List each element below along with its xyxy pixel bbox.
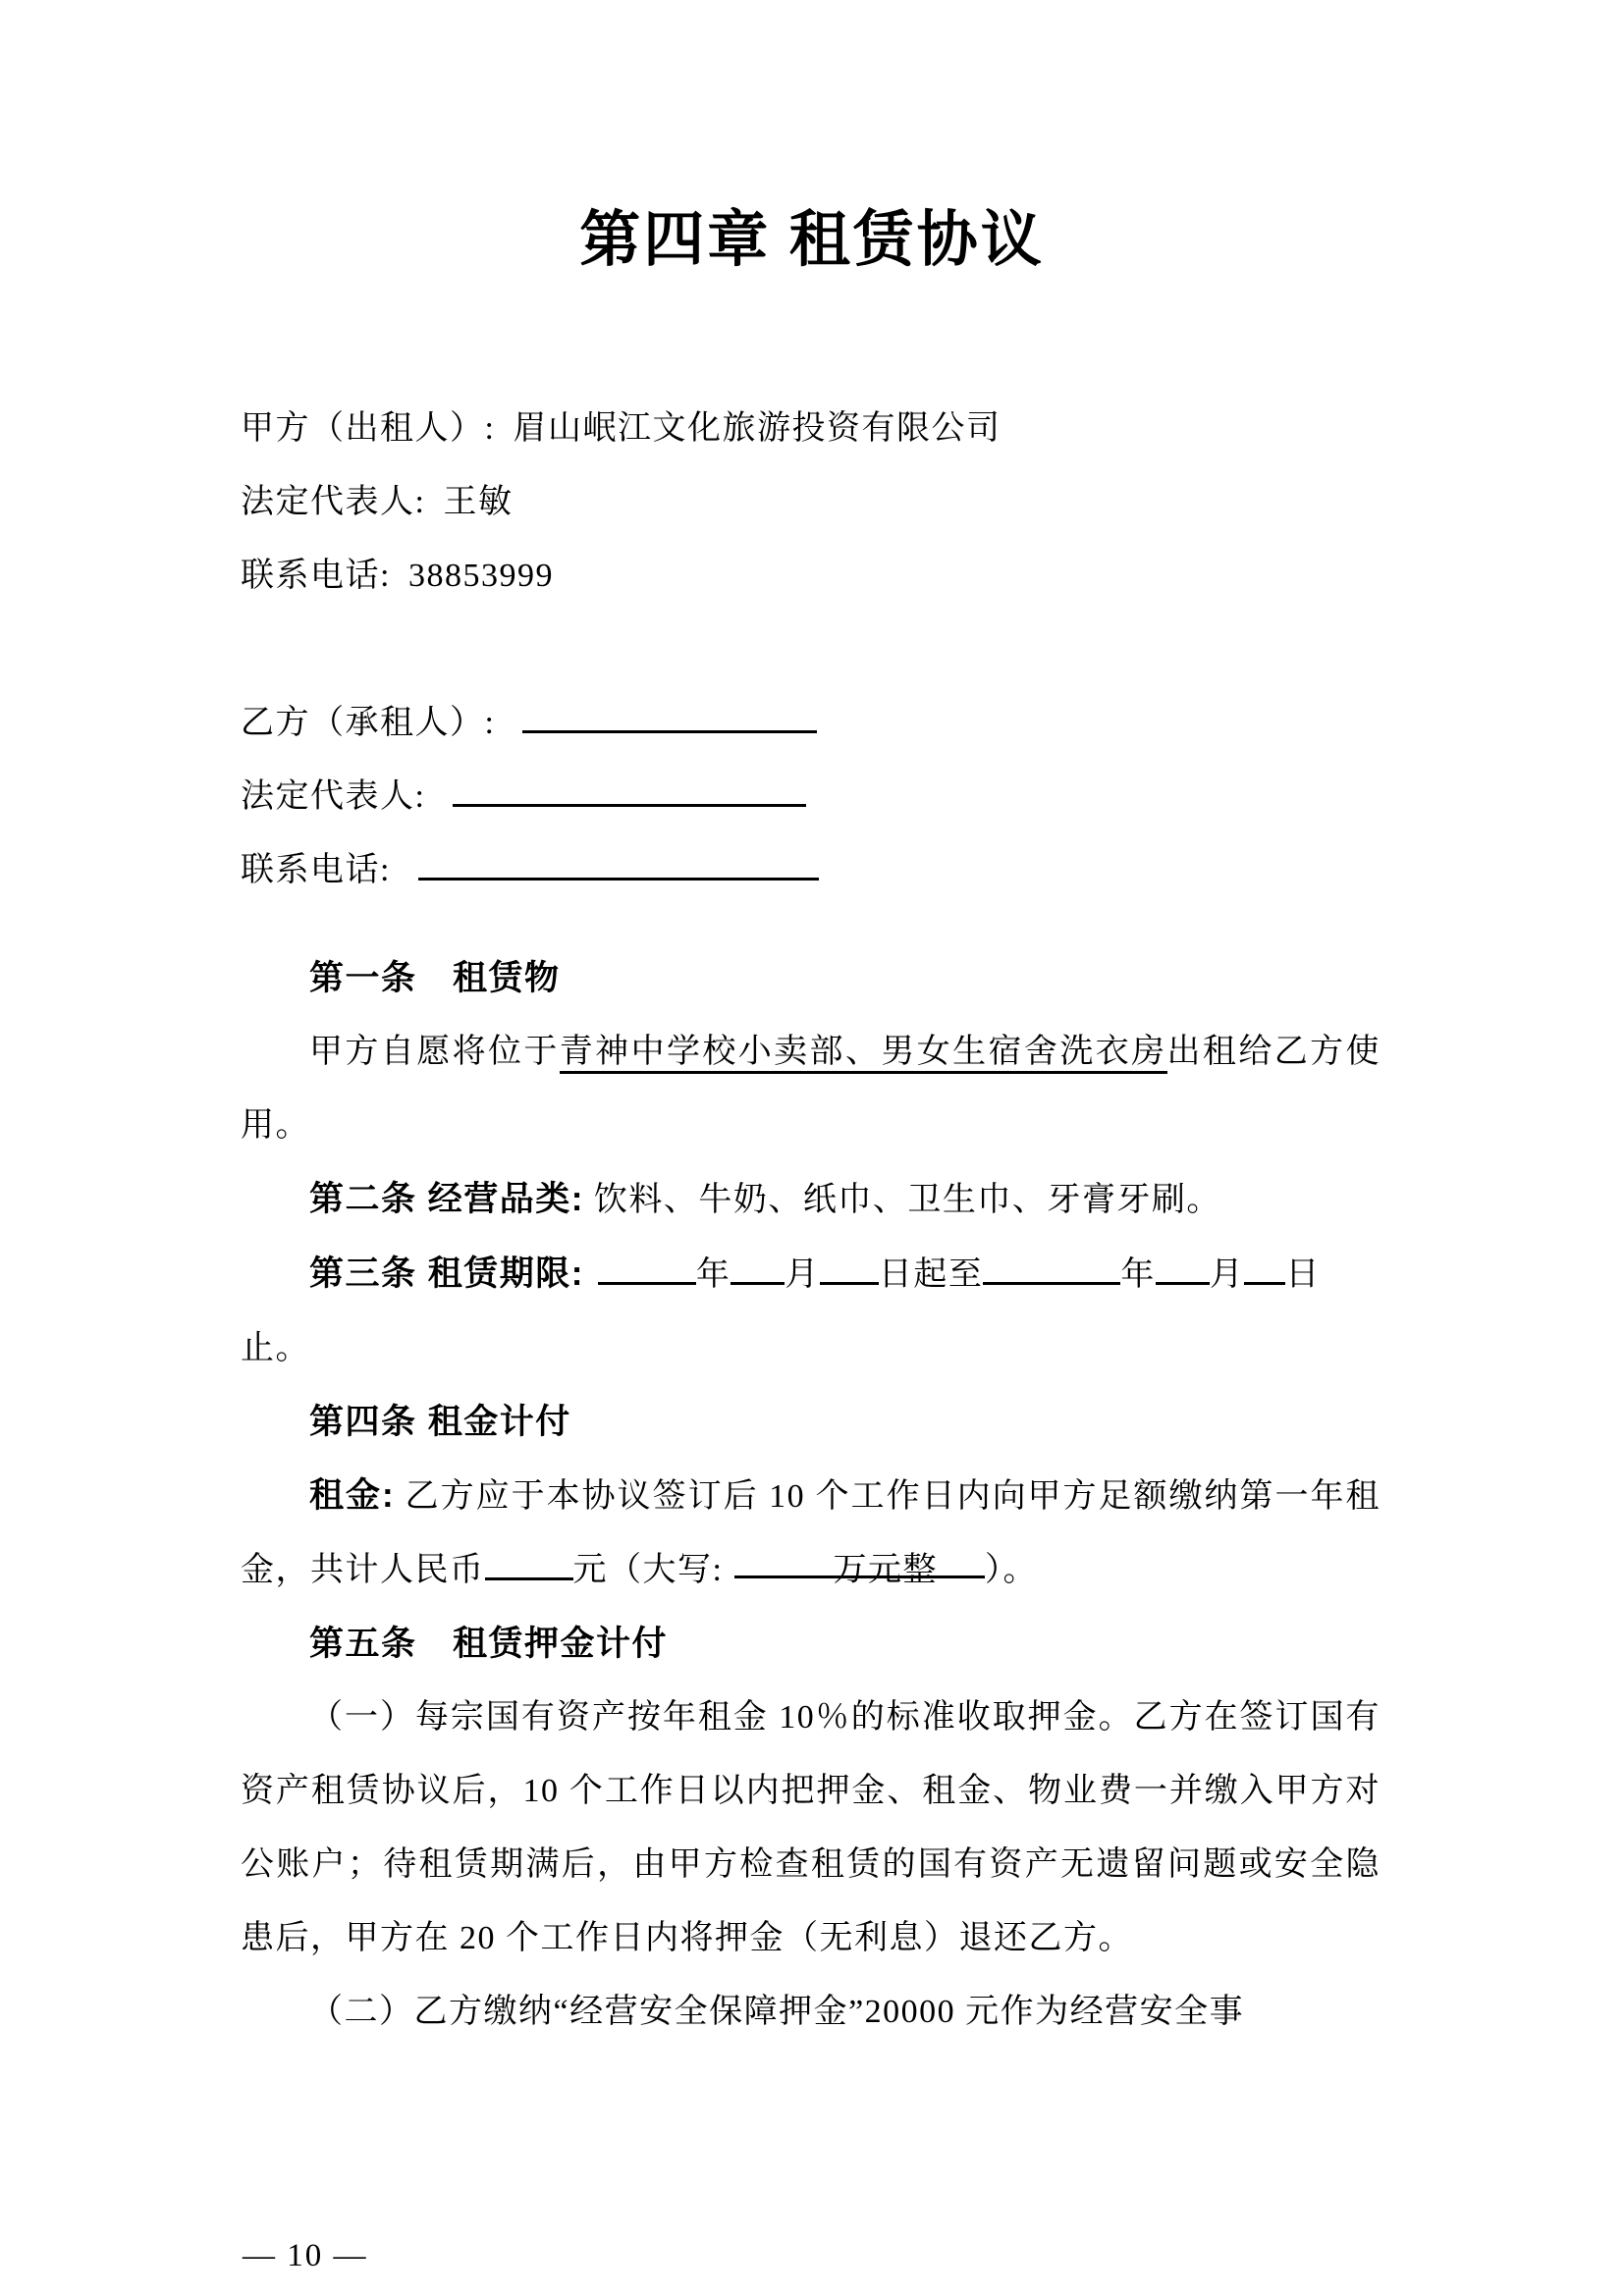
party-a-role-label: 甲方（出租人）:	[241, 410, 496, 447]
article2-text: 饮料、牛奶、纸巾、卫生巾、牙膏牙刷。	[593, 1182, 1221, 1218]
article4-text-2: 元（大写:	[572, 1552, 724, 1588]
party-b-role-label: 乙方（承租人）:	[241, 705, 496, 741]
article3-month1-label: 月	[785, 1256, 820, 1293]
party-a-role-line	[241, 392, 1380, 465]
chapter-title: 第四章 租赁协议	[579, 207, 1045, 274]
article1-leased-property-underlined: 青神中学校小卖部、男女生宿舍洗衣房	[560, 1034, 1167, 1074]
party-a-legal-rep-line	[241, 465, 1380, 539]
page-number: — 10 —	[243, 2238, 368, 2273]
article3-day2-blank	[1244, 1246, 1285, 1285]
article2-heading: 第二条 经营品类:	[309, 1180, 584, 1218]
article4-caps-blank: 万元整	[734, 1533, 985, 1578]
party-a-phone-number: 38853999	[407, 558, 554, 594]
article3-year2-label: 年	[1120, 1256, 1156, 1293]
articles-section	[241, 941, 1380, 2049]
article3-start-end-label: 日起至	[878, 1256, 984, 1293]
party-a-block	[241, 392, 1380, 613]
party-b-name-blank	[522, 694, 817, 733]
party-b-role-line	[241, 686, 1380, 760]
article1-text-before: 甲方自愿将位于	[309, 1034, 560, 1070]
article3-year1-blank	[598, 1246, 696, 1285]
party-b-legal-rep-line	[241, 760, 1380, 833]
article5-heading: 第五条 租赁押金计付	[309, 1625, 669, 1663]
article3-line-end: 止。	[241, 1330, 310, 1366]
party-a-phone-line	[241, 539, 1380, 613]
article3-year2-blank	[983, 1246, 1120, 1285]
article1-text-after: 出租给乙方使用。	[241, 1034, 1381, 1144]
article1-paragraph	[241, 1015, 1380, 1162]
party-b-phone-label: 联系电话:	[241, 852, 391, 888]
article4-heading: 第四条 租金计付	[309, 1403, 571, 1441]
party-a-company: 眉山岷江文化旅游投资有限公司	[513, 410, 1001, 447]
article3-day1-blank	[820, 1246, 879, 1285]
party-b-legal-rep-blank	[453, 768, 806, 807]
article3-month1-blank	[731, 1246, 785, 1285]
article3-day2-label: 日	[1285, 1256, 1321, 1293]
article3-month2-label: 月	[1209, 1256, 1245, 1293]
article4-text-1: 乙方应于本协议签订后 10 个工作日内向甲方足额缴纳第一年租金，共计人民币	[241, 1478, 1381, 1588]
article3-line	[241, 1237, 1380, 1311]
party-a-legal-rep-label: 法定代表人:	[241, 484, 426, 520]
article4-amount-blank	[485, 1541, 573, 1580]
article5-item1: （一）每宗国有资产按年租金 10％的标准收取押金。乙方在签订国有资产租赁协议后，10 个工作日以内把押金、租金、物业费一并缴入甲方对公账户；待租赁期满后，由甲方检查租赁的国有资产无遗留问题或安全隐患后，甲方在 20 个工作日内将押金（无利息）退还乙方。	[241, 1699, 1380, 1956]
party-a-legal-rep-name: 王敏	[443, 484, 514, 520]
article2-line	[241, 1162, 1380, 1237]
article3-month2-blank	[1156, 1246, 1210, 1285]
party-b-block	[241, 686, 1380, 907]
article4-rent-label: 租金:	[309, 1476, 396, 1515]
article3-heading: 第三条 租赁期限:	[309, 1255, 584, 1293]
party-b-phone-blank	[418, 841, 819, 881]
document-body	[241, 392, 1380, 2049]
article4-text-3: ）。	[984, 1552, 1038, 1588]
party-b-legal-rep-label: 法定代表人:	[241, 778, 426, 815]
party-b-phone-line	[241, 833, 1380, 907]
article5-item2: （二）乙方缴纳“经营安全保障押金”20000 元作为经营安全事	[309, 1994, 1245, 2030]
article1-heading: 第一条 租赁物	[309, 959, 561, 997]
party-a-phone-label: 联系电话:	[241, 558, 391, 594]
article3-year1-label: 年	[695, 1256, 731, 1293]
article4-paragraph	[241, 1459, 1380, 1607]
